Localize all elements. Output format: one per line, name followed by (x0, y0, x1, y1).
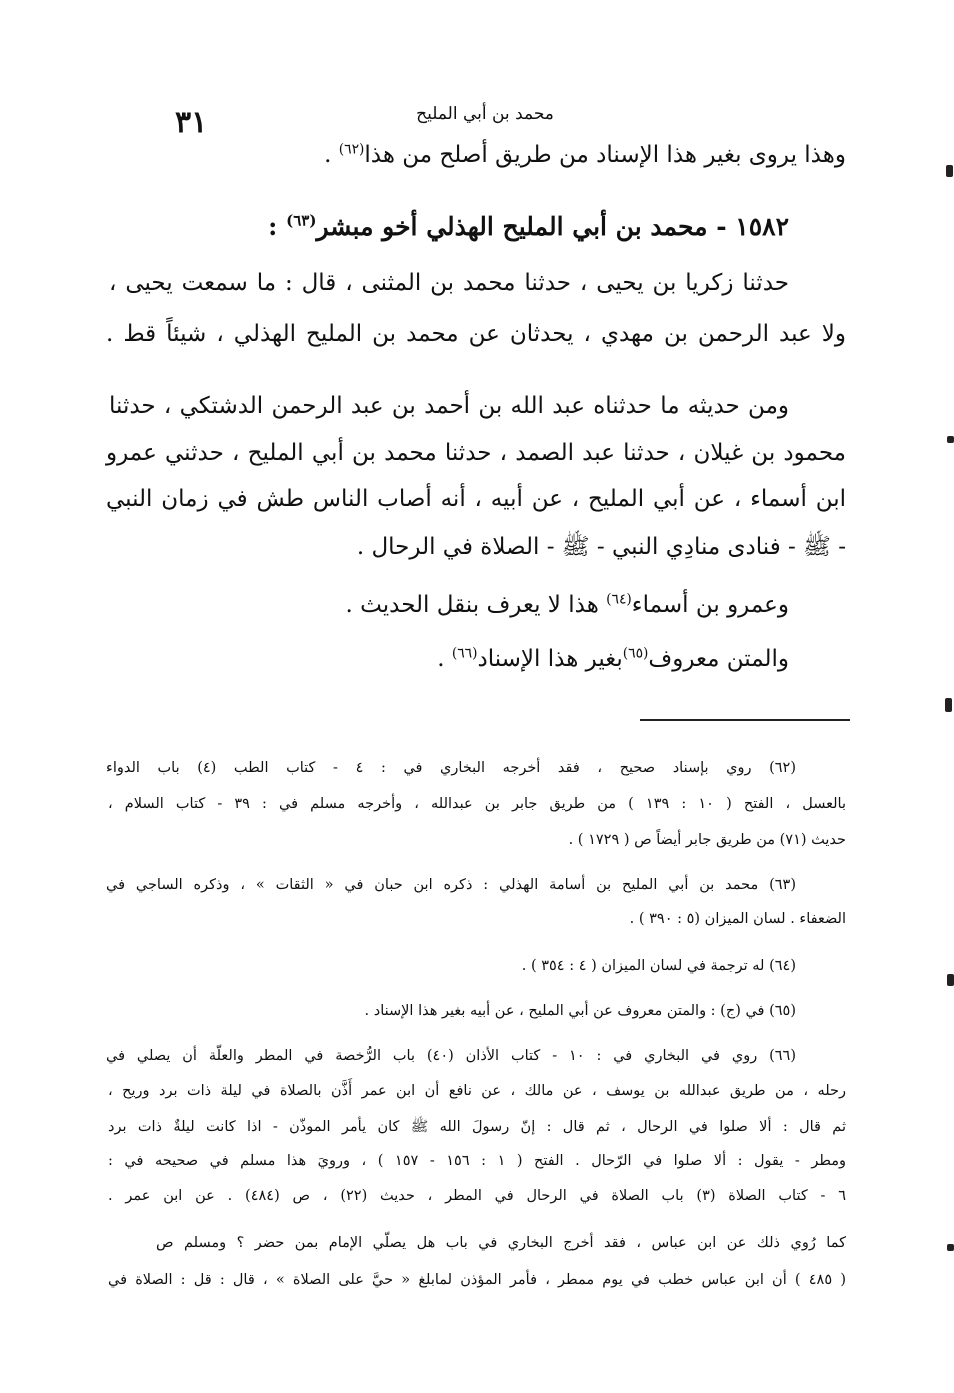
matn-text-b: بغير هذا الإسناد (477, 646, 623, 672)
scan-edge-mark (947, 1244, 954, 1251)
scan-edge-mark (945, 698, 952, 712)
footnote-66-line-3: ثم قال : ألا صلوا في الرحال ، ثم قال : إنّ رسولَ الله ﷺ كان يأمر الموذّن - اذا كانت ليلةٌ ذات برد (108, 1119, 846, 1135)
footnote-ref-62[interactable]: (٦٢) (338, 141, 365, 158)
entry-heading (268, 212, 789, 241)
footnote-64-line-1: (٦٤) له ترجمة في لسان الميزان ( ٤ : ٣٥٤ ) . (521, 958, 796, 974)
footnote-ref-63[interactable]: (٦٣) (286, 211, 317, 230)
footnote-65-line-1: (٦٥) في (ج) : والمتن معروف عن أبي المليح ، عن أبيه بغير هذا الإسناد . (364, 1003, 796, 1019)
page-number: ٣١ (175, 105, 208, 140)
footnote-66-line-4: ومطر - يقول : ألا صلوا في الرّحال . الفتح ( ١ : ١٥٦ - ١٥٧ ) ، ورويَ هذا مسلم في صحيحه في : (108, 1153, 847, 1169)
para2-line-3: ابن أسماء ، عن أبي المليح ، عن أبيه ، أنه أصاب الناس طش في زمان النبي (106, 486, 846, 512)
amr-line (346, 592, 789, 618)
footnote-63-line-2: الضعفاء . لسان الميزان (٥ : ٣٩٠ ) . (629, 911, 846, 927)
entry-name: محمد بن أبي المليح الهذلي أخو مبشر (316, 212, 708, 241)
entry-number: ١٥٨٢ (735, 212, 789, 241)
footnote-62-line-3: حديث (٧١) من طريق جابر أيضاً ص ( ١٧٢٩ ) . (568, 832, 846, 848)
para1-line-1: حدثنا زكريا بن يحيى ، حدثنا محمد بن المثنى ، قال : ما سمعت يحيى ، (109, 270, 789, 296)
footnote-63-line-1: (٦٣) محمد بن أبي المليح بن أسامة الهذلي : ذكره ابن حبان في « الثقات » ، وذكره الساجي في (106, 877, 796, 893)
matn-line (437, 646, 789, 672)
scan-edge-mark (947, 974, 954, 986)
intro-text: وهذا يروى بغير هذا الإسناد من طريق أصلح من هذا (364, 142, 846, 168)
intro-end: . (324, 142, 339, 168)
entry-end: : (268, 212, 287, 241)
para2-line-4: - ﷺ - فنادى منادِي النبي - ﷺ - الصلاة في الرحال . (356, 534, 846, 560)
amr-text-a: وعمرو بن أسماء (631, 592, 789, 618)
intro-line (324, 142, 846, 168)
footnote-66-line-1: (٦٦) روي في البخاري في : ١٠ - كتاب الأذان (٤٠) باب الرُّخصة في المطر والعلّة أن يصلي في (106, 1048, 796, 1064)
matn-text-a: والمتن معروف (648, 646, 789, 672)
running-header: محمد بن أبي المليح (416, 104, 554, 124)
footnote-ref-64[interactable]: (٦٤) (606, 591, 632, 608)
footnote-62-line-2: بالعسل ، الفتح ( ١٠ : ١٣٩ ) من طريق جابر بن عبدالله ، وأخرجه مسلم في : ٣٩ - كتاب السلام ، (108, 796, 847, 812)
footnote-66-line-5: ٦ - كتاب الصلاة (٣) باب الصلاة في الرحال في المطر ، حديث (٢٢) ، ص (٤٨٤) . عن ابن عمر . (108, 1188, 847, 1204)
para2-line-1: ومن حديثه ما حدثناه عبد الله بن أحمد بن عبد الرحمن الدشتكي ، حدثنا (109, 393, 789, 419)
scan-edge-mark (947, 436, 954, 443)
entry-dash: - (707, 212, 736, 241)
footnote-separator (640, 719, 850, 721)
para1-line-2: ولا عبد الرحمن بن مهدي ، يحدثان عن محمد بن المليح الهذلي ، شيئاً قط . (106, 321, 846, 347)
matn-end: . (437, 646, 452, 672)
amr-text-b: هذا لا يعرف بنقل الحديث . (345, 592, 607, 618)
footnote-ref-65[interactable]: (٦٥) (622, 645, 649, 662)
footnote-66-line-2: رحله ، من طريق عبدالله بن يوسف ، عن مالك ، عن نافع أن ابن عمر أَذَّن بالصلاة في ليلة ذات برد وريح ، (108, 1083, 846, 1099)
footnote-66-cont-line-1: كما رُوي ذلك عن ابن عباس ، فقد أخرج البخاري في باب هل يصلّي الإمام بمن حضر ؟ ومسلم ص (156, 1235, 846, 1251)
scan-edge-mark (946, 165, 953, 177)
footnote-62-line-1: (٦٢) روي بإسناد صحيح ، فقد أخرجه البخاري في : ٤ - كتاب الطب (٤) باب الدواء (106, 760, 797, 776)
footnote-66-cont-line-2: ( ٤٨٥ ) أن ابن عباس خطب في يوم ممطر ، فأمر المؤذن لمابلغ « حيَّ على الصلاة » ، قال : قل : الصلاة في (108, 1272, 846, 1288)
footnote-ref-66[interactable]: (٦٦) (451, 645, 478, 662)
para2-line-2: محمود بن غيلان ، حدثنا عبد الصمد ، حدثنا محمد بن أبي المليح ، حدثني عمرو (106, 440, 846, 466)
